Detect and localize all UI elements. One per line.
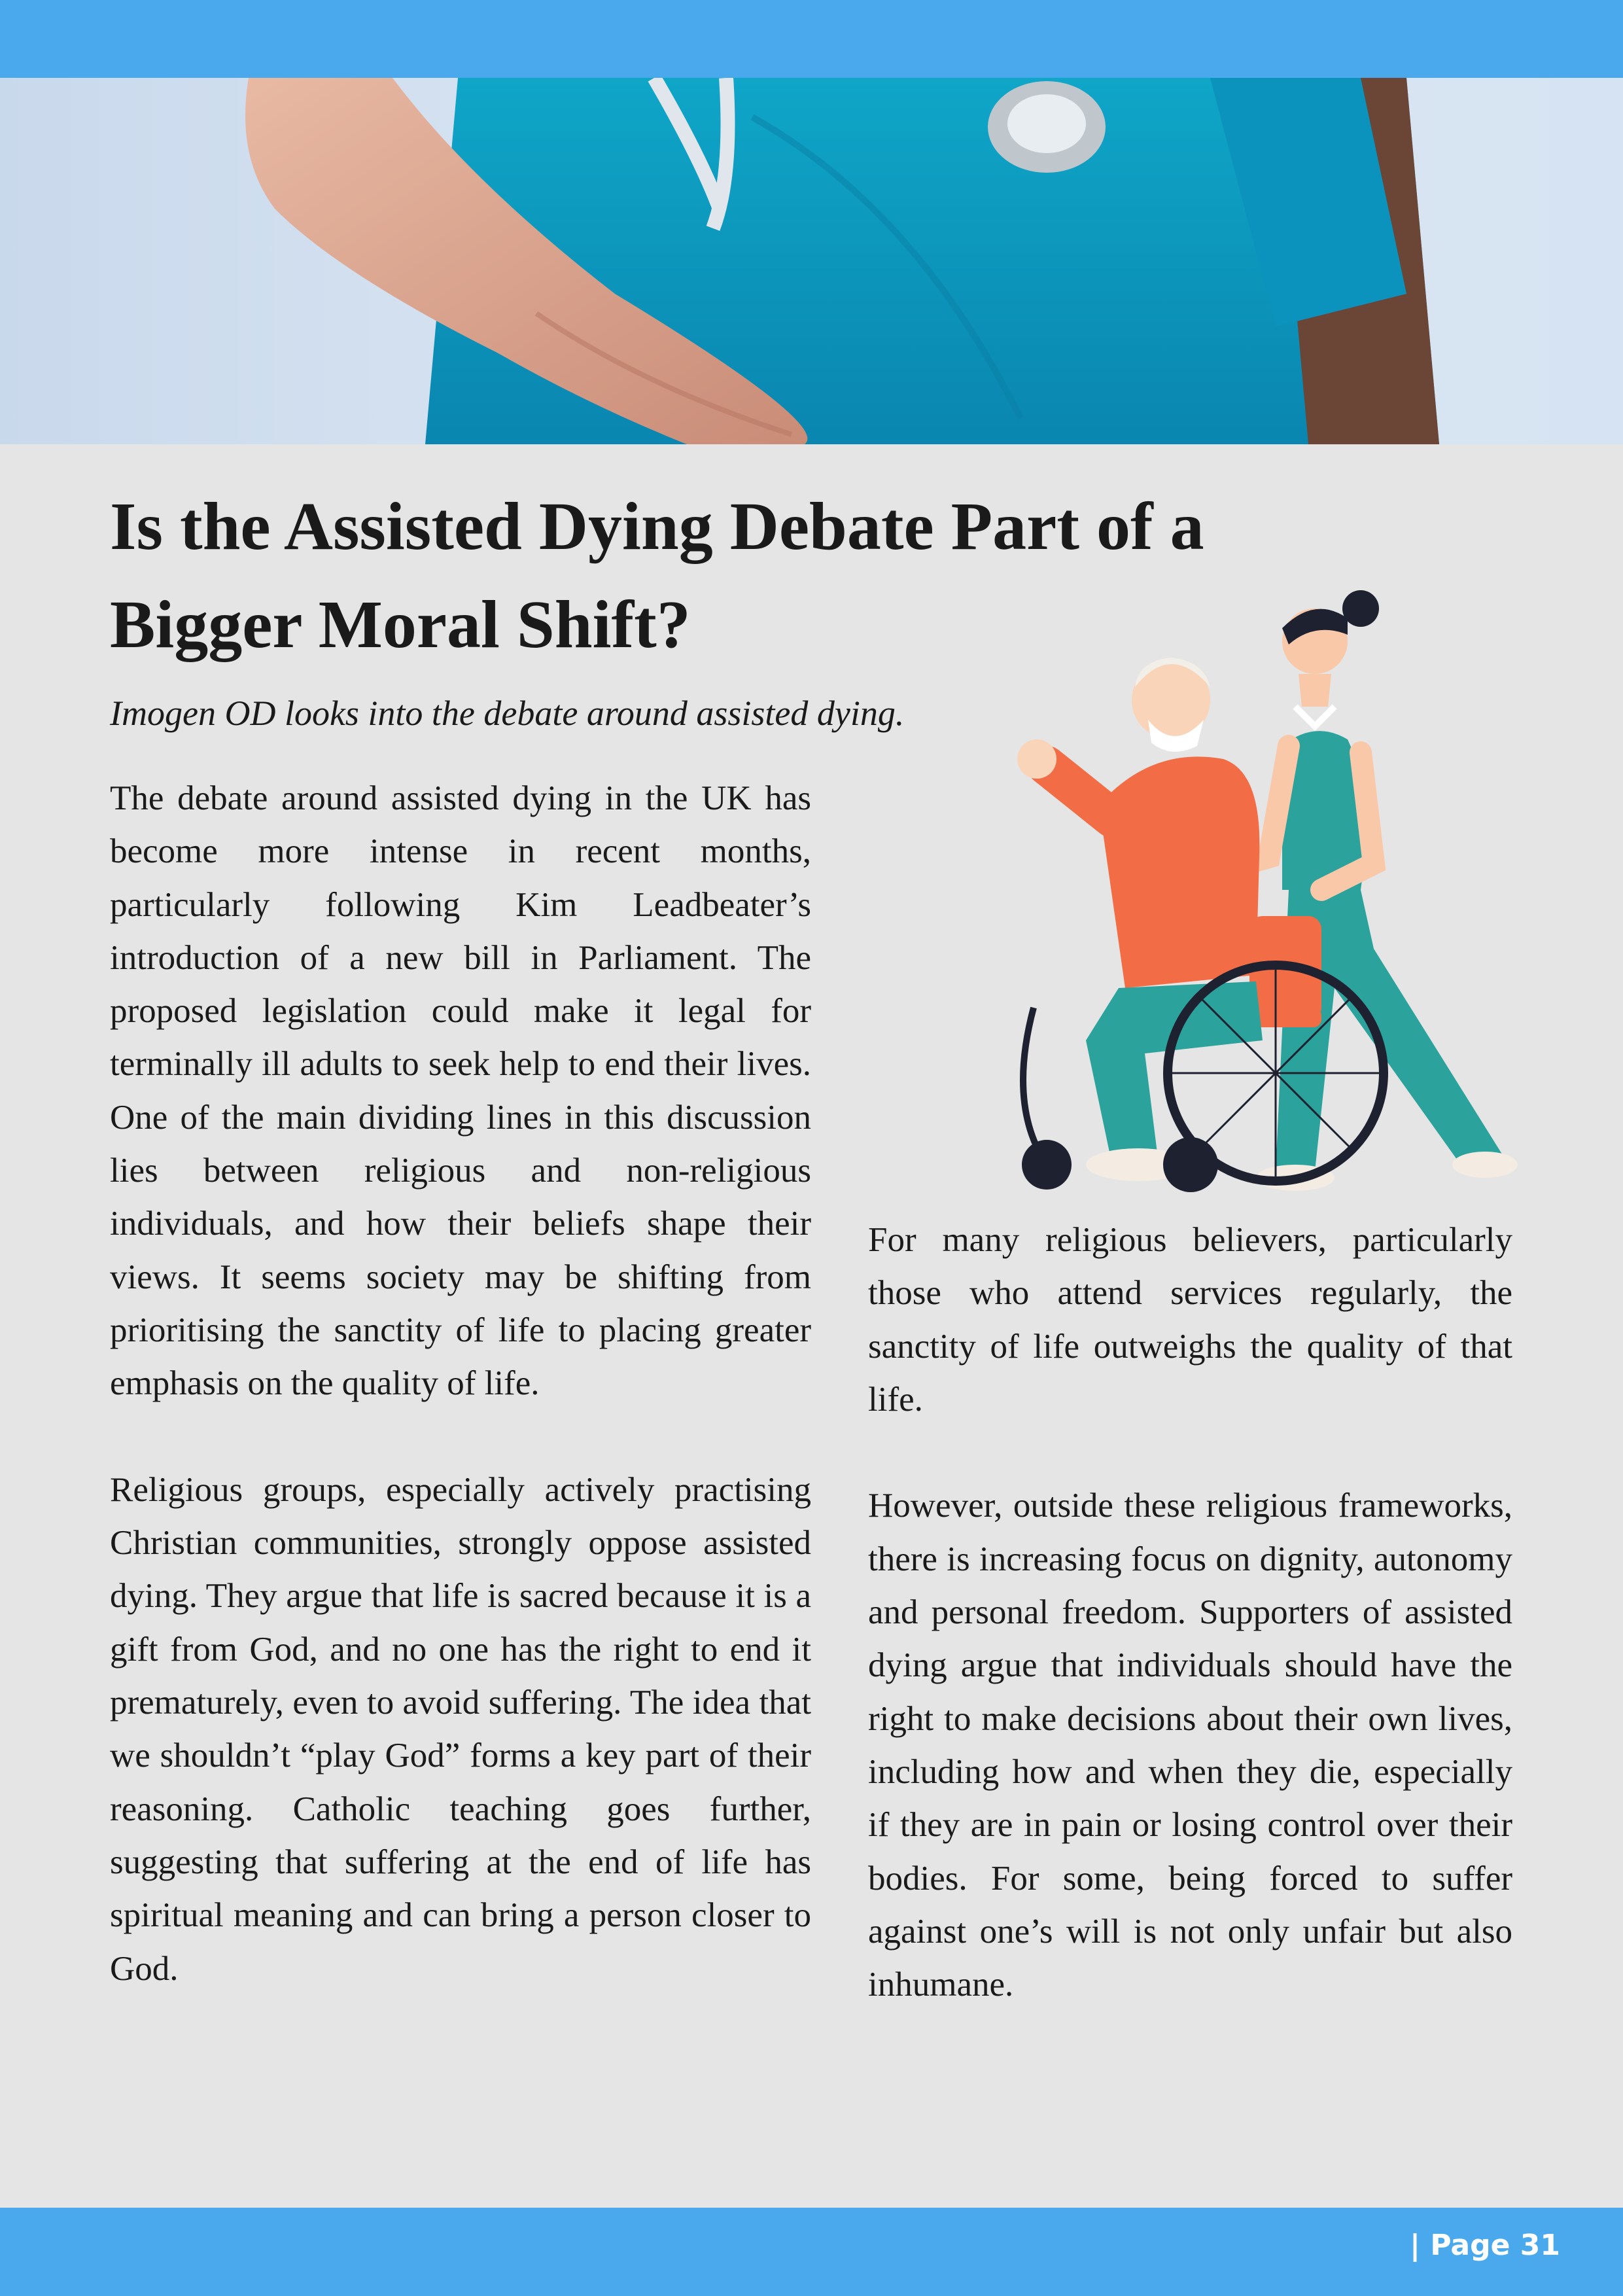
paragraph: Religious groups, especially actively practising Christian communities, strongly oppose assisted dying. They argue that life is sacred because it is a gift from God, and no one has the right to end it prematurely, even to avoid suffering. The idea that we shouldn’t “play God” forms a key part of their reasoning. Catholic teaching goes further, suggesting that suffering at the end of life has spiritual meaning and can bring a person closer to God. bbox=[110, 1470, 811, 1988]
left-column bbox=[110, 772, 811, 1996]
page-number: | Page 31 bbox=[1409, 2229, 1560, 2262]
right-column bbox=[868, 1214, 1512, 2011]
paragraph: For many religious believers, particularly those who attend services regularly, the sanctity of life outweighs the quality of that life. bbox=[868, 1221, 1512, 1419]
paragraph: The debate around assisted dying in the UK has become more intense in recent months, particularly following Kim Leadbeater’s introduction of a new bill in Parliament. The proposed legislation could make it legal for terminally ill adults to seek help to end their lives. One of the main dividing lines in this discussion lies between religious and non-religious individuals, and how their beliefs shape their views. It seems society may be shifting from prioritising the sanctity of life to placing greater emphasis on the quality of life. bbox=[110, 779, 811, 1403]
nurse-wheelchair-illustration bbox=[1007, 582, 1518, 1197]
hero-image bbox=[0, 78, 1623, 444]
footer-bar bbox=[0, 2208, 1623, 2296]
article-standfirst: Imogen OD looks into the debate around assisted dying. bbox=[110, 694, 905, 733]
paragraph: However, outside these religious frameworks, there is increasing focus on dignity, autonomy and personal freedom. Supporters of assisted dying argue that individuals should have the right to make decisions about their own lives, including how and when they die, especially if they are in pain or losing control over their bodies. For some, being forced to suffer against one’s will is not only unfair but also inhumane. bbox=[868, 1487, 1512, 2004]
article-title: Is the Assisted Dying Debate Part of a Bigger Moral Shift? bbox=[110, 489, 1204, 662]
top-bar bbox=[0, 0, 1623, 78]
